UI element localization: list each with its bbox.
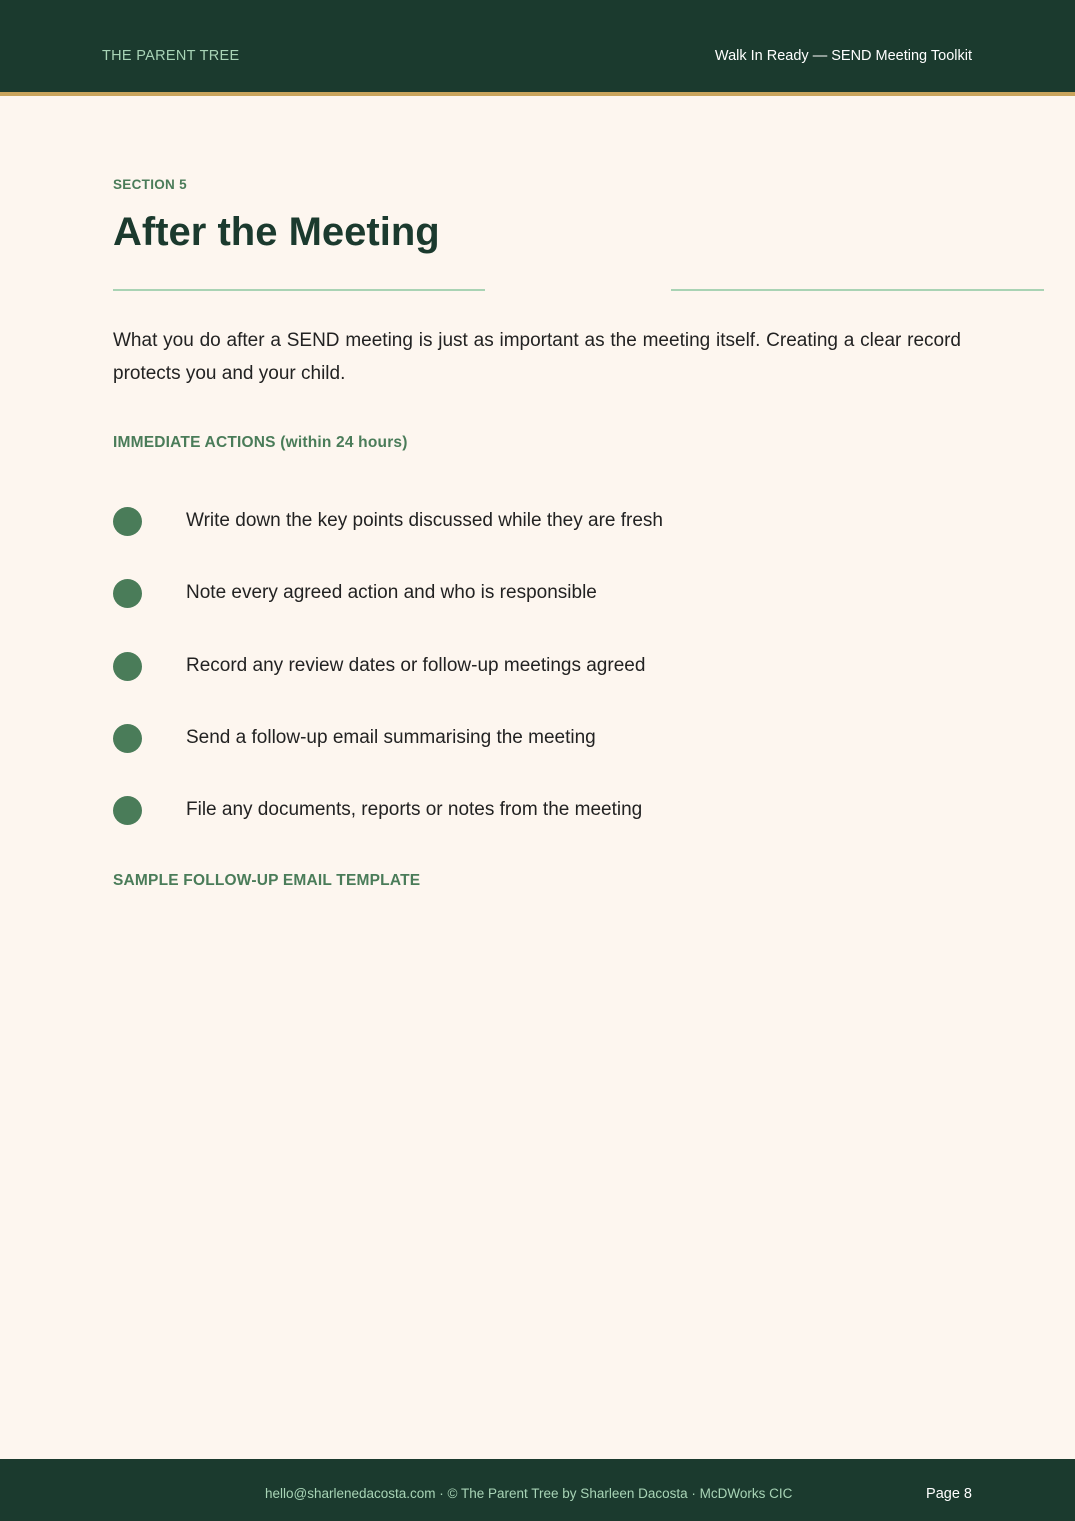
title-divider-right	[671, 289, 1044, 291]
bullet-icon	[113, 579, 142, 608]
page-title: After the Meeting	[113, 210, 440, 254]
page-number: Page 8	[926, 1486, 972, 1502]
email-template-heading: SAMPLE FOLLOW-UP EMAIL TEMPLATE	[113, 872, 421, 889]
document-title: Walk In Ready — SEND Meeting Toolkit	[714, 48, 972, 64]
bullet-icon	[113, 724, 142, 753]
immediate-actions-heading: IMMEDIATE ACTIONS (within 24 hours)	[113, 434, 408, 451]
brand-name: THE PARENT TREE	[102, 48, 240, 64]
action-item-text: Send a follow-up email summarising the meeting	[186, 726, 596, 748]
intro-paragraph: What you do after a SEND meeting is just as important as the meeting itself. Creating a clear record protects you and your child.	[113, 330, 961, 384]
bullet-icon	[113, 796, 142, 825]
bullet-icon	[113, 507, 142, 536]
action-item-text: Record any review dates or follow-up meetings agreed	[186, 654, 646, 676]
action-item-text: Write down the key points discussed while they are fresh	[186, 510, 663, 531]
action-item-text: Note every agreed action and who is responsible	[186, 582, 597, 604]
section-label: SECTION 5	[113, 177, 187, 192]
page-header	[0, 0, 1075, 96]
action-item-text: File any documents, reports or notes from the meeting	[186, 799, 643, 821]
title-divider-left	[113, 289, 485, 291]
bullet-icon	[113, 652, 142, 681]
page-footer	[0, 1459, 1075, 1521]
footer-contact: hello@sharlenedacosta.com · © The Parent Tree by Sharleen Dacosta · McDWorks CIC	[265, 1486, 793, 1501]
